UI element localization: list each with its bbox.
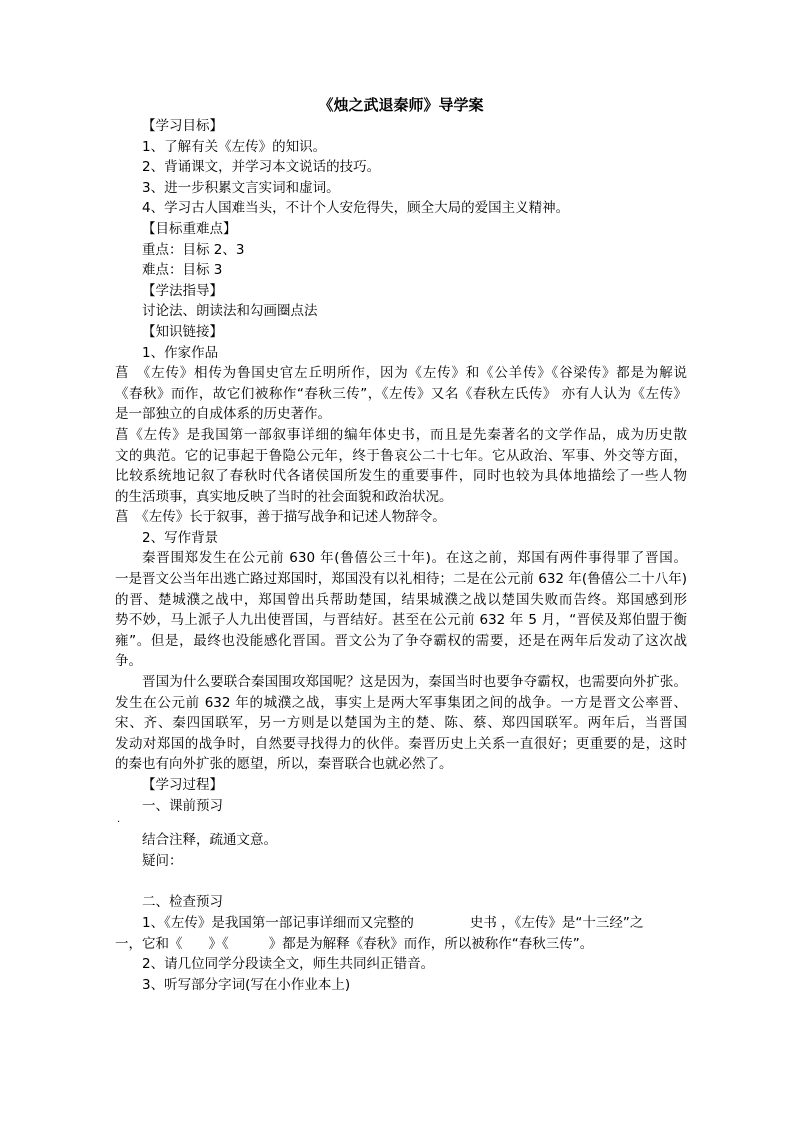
paragraph-line: 宋、齐、秦四国联军，另一方则是以楚国为主的楚、陈、蔡、郑四国联军。两年后，当晋国 [115, 715, 687, 732]
difficulty-text: 难点：目标 3 [142, 262, 223, 279]
subheading-preview: 一、课前预习 [142, 797, 223, 814]
paragraph-line: 秦晋围郑发生在公元前 630 年(鲁僖公三十年)。在这之前，郑国有两件事得罪了晋国。 [142, 550, 687, 567]
paragraph-line: 的秦也有向外扩张的愿望，所以，秦晋联合也就必然了。 [115, 756, 453, 773]
paragraph-line: 晋国为什么要联合秦国围攻郑国呢？这是因为，秦国当时也要争夺霸权，也需要向外扩张。 [142, 674, 687, 691]
question-1-text-3: 一，它和《 [115, 935, 183, 952]
paragraph-line: 的生活琐事，真实地反映了当时的社会面貌和政治状况。 [115, 488, 453, 505]
paragraph-line: 争。 [115, 653, 142, 670]
read-instruction: 结合注释，疏通文意。 [142, 832, 277, 849]
document-page [115, 95, 687, 995]
section-heading-keypoints: 【目标重难点】 [142, 220, 237, 237]
goal-item: 1、了解有关《左传》的知识。 [142, 138, 327, 155]
paragraph-line: 发动对郑国的战争时，自然要寻找得力的伙伴。秦晋历史上关系一直很好；更重要的是，这时 [115, 735, 687, 752]
subheading-author: 1、作家作品 [142, 344, 219, 361]
goal-item: 3、进一步积累文言实词和虚词。 [142, 179, 340, 196]
paragraph-line: 菖《左传》是我国第一部叙事详细的编年体史书，而且是先秦著名的文学作品，成为历史散 [115, 426, 687, 443]
paragraph-line: 文的典范。它的记事起于鲁隐公元年，终于鲁哀公二十七年。它从政治、军事、外交等方面， [115, 447, 687, 464]
question-1-text-4: 》《 [208, 935, 229, 952]
section-heading-process: 【学习过程】 [142, 777, 223, 793]
question-1-text-5: 》都是为解释《春秋》而作，所以被称作“春秋三传”。 [268, 935, 594, 952]
paragraph-line: 菖 《左传》长于叙事，善于描写战争和记述人物辞令。 [115, 509, 446, 526]
question-1-text-2: 史书 ，《左传》是“十三经”之 [469, 914, 644, 931]
paragraph-line: 雍”。但是，最终也没能感化晋国。晋文公为了争夺霸权的需要，还是在两年后发动了这次战 [115, 632, 687, 649]
question-2: 2、请几位同学分段读全文，师生共同纠正错音。 [142, 956, 435, 973]
paragraph-line: 《春秋》而作，故它们被称作“春秋三传”，《左传》又名《春秋左氏传》 亦有人认为《左传》 [115, 385, 687, 402]
goal-item: 2、背诵课文，并学习本文说话的技巧。 [142, 159, 381, 176]
paragraph-line: 是一部独立的自成体系的历史著作。 [115, 406, 331, 423]
page-title: 《烛之武退秦师》导学案 [318, 96, 484, 114]
question-1-line-2 [115, 934, 687, 955]
section-heading-method: 【学法指导】 [142, 282, 223, 299]
question-1-line-1 [115, 913, 687, 934]
subheading-background: 2、写作背景 [142, 529, 219, 546]
question-1-text: 1、《左传》是我国第一部记事详细而又完整的 [142, 914, 414, 931]
paragraph-line: 比较系统地记叙了春秋时代各诸侯国所发生的重要事件，同时也较为具体地描绘了一些人物 [115, 468, 687, 485]
focus-text: 重点：目标 2、3 [142, 241, 245, 258]
paragraph-line: 势不妙，马上派子人九出使晋国，与晋结好。甚至在公元前 632 年 5 月，“晋侯及郑伯盟于衡 [115, 612, 687, 629]
paragraph-line: 一是晋文公当年出逃亡路过郑国时，郑国没有以礼相待；二是在公元前 632 年(鲁僖公二十八年) [115, 571, 687, 588]
question-3: 3、听写部分字词(写在小作业本上) [142, 976, 351, 993]
question-label: 疑问： [142, 852, 183, 869]
section-heading-knowledge: 【知识链接】 [142, 323, 223, 340]
paragraph-line: 的晋、楚城濮之战中，郑国曾出兵帮助楚国，结果城濮之战以楚国失败而告终。郑国感到形 [115, 591, 687, 608]
goal-item: 4、学习古人国难当头，不计个人安危得失，顾全大局的爱国主义精神。 [142, 200, 570, 217]
stray-dot: · [117, 817, 121, 829]
method-text: 讨论法、朗读法和勾画圈点法 [142, 303, 318, 320]
paragraph-line: 发生在公元前 632 年的城濮之战，事实上是两大军事集团之间的战争。一方是晋文公率晋、 [115, 694, 687, 711]
paragraph-line: 菖 《左传》相传为鲁国史官左丘明所作，因为《左传》和《公羊传》《谷梁传》都是为解说 [115, 365, 687, 382]
section-heading-goals: 【学习目标】 [142, 118, 223, 134]
subheading-check: 二、检查预习 [142, 894, 223, 911]
